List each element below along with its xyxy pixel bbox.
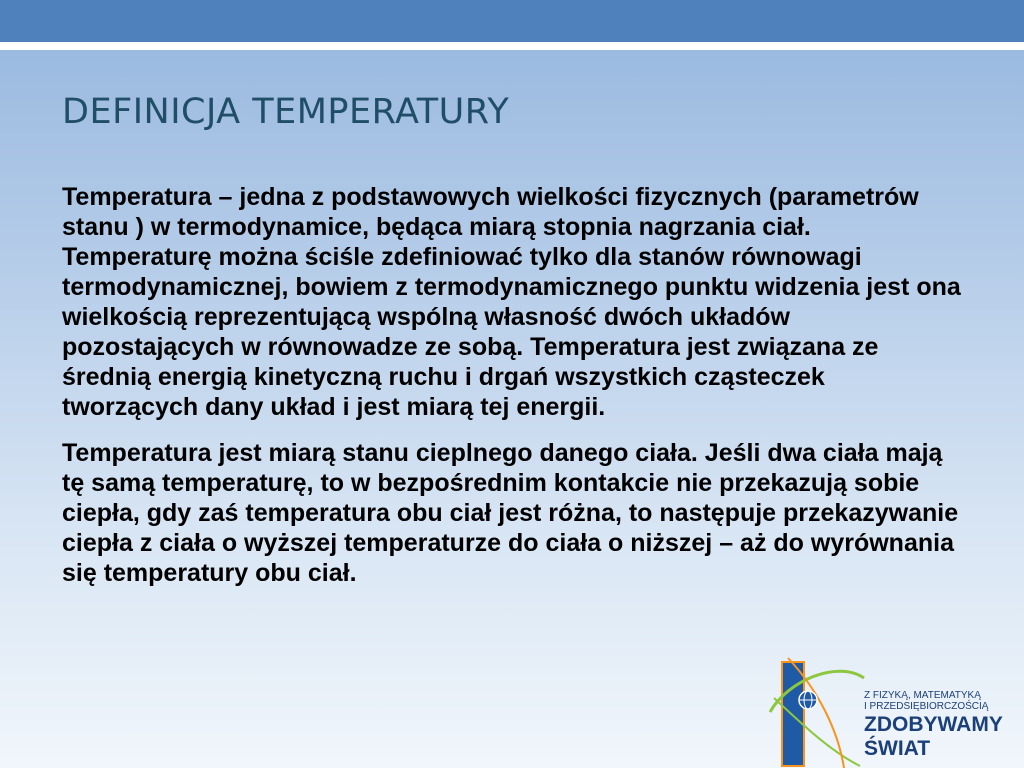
logo-word-swiat: ŚWIAT xyxy=(864,737,931,760)
logo-tagline-line1: Z FIZYKĄ, MATEMATYKĄ xyxy=(864,690,981,701)
logo-tagline-line2: I PRZEDSIĘBIORCZOŚCIĄ xyxy=(864,701,989,712)
body-paragraph-2: Temperatura jest miarą stanu cieplnego danego ciała. Jeśli dwa ciała mają tę samą temperaturę, to w bezpośrednim kontakcie nie przekazują sobie ciepła, gdy zaś temperatura obu ciał jest różna, to następuje przekazywanie ciepła z ciała o wyższej temperaturze do ciała o niższej – aż do wyrównania się temperatury obu ciał. xyxy=(62,439,959,587)
body-paragraph-1: Temperatura – jedna z podstawowych wielkości fizycznych (parametrów stanu ) w termodynamice, będąca miarą stopnia nagrzania ciał. Temperaturę można ściśle zdefiniować tylko dla stanów równowagi termodynamicznej, bowiem z termodynamicznego punktu widzenia jest ona wielkością reprezentującą wspólną własność dwóch układów pozostających w równowadze ze sobą. Temperatura jest związana ze średnią energią kinetyczną ruchu i drgań wszystkich cząsteczek tworzących dany układ i jest miarą tej energii. xyxy=(62,183,961,421)
top-divider-line xyxy=(0,42,1024,50)
top-accent-bar xyxy=(0,0,1024,42)
project-logo xyxy=(768,650,1024,768)
logo-word-zdobywamy: ZDOBYWAMY xyxy=(864,713,1003,736)
slide-title: DEFINICJA TEMPERATURY xyxy=(62,92,510,132)
logo-emblem xyxy=(768,650,868,768)
slide-body xyxy=(62,182,967,604)
logo-blue-bar xyxy=(782,662,804,766)
logo-tagline xyxy=(864,690,988,712)
globe-icon xyxy=(799,691,817,709)
